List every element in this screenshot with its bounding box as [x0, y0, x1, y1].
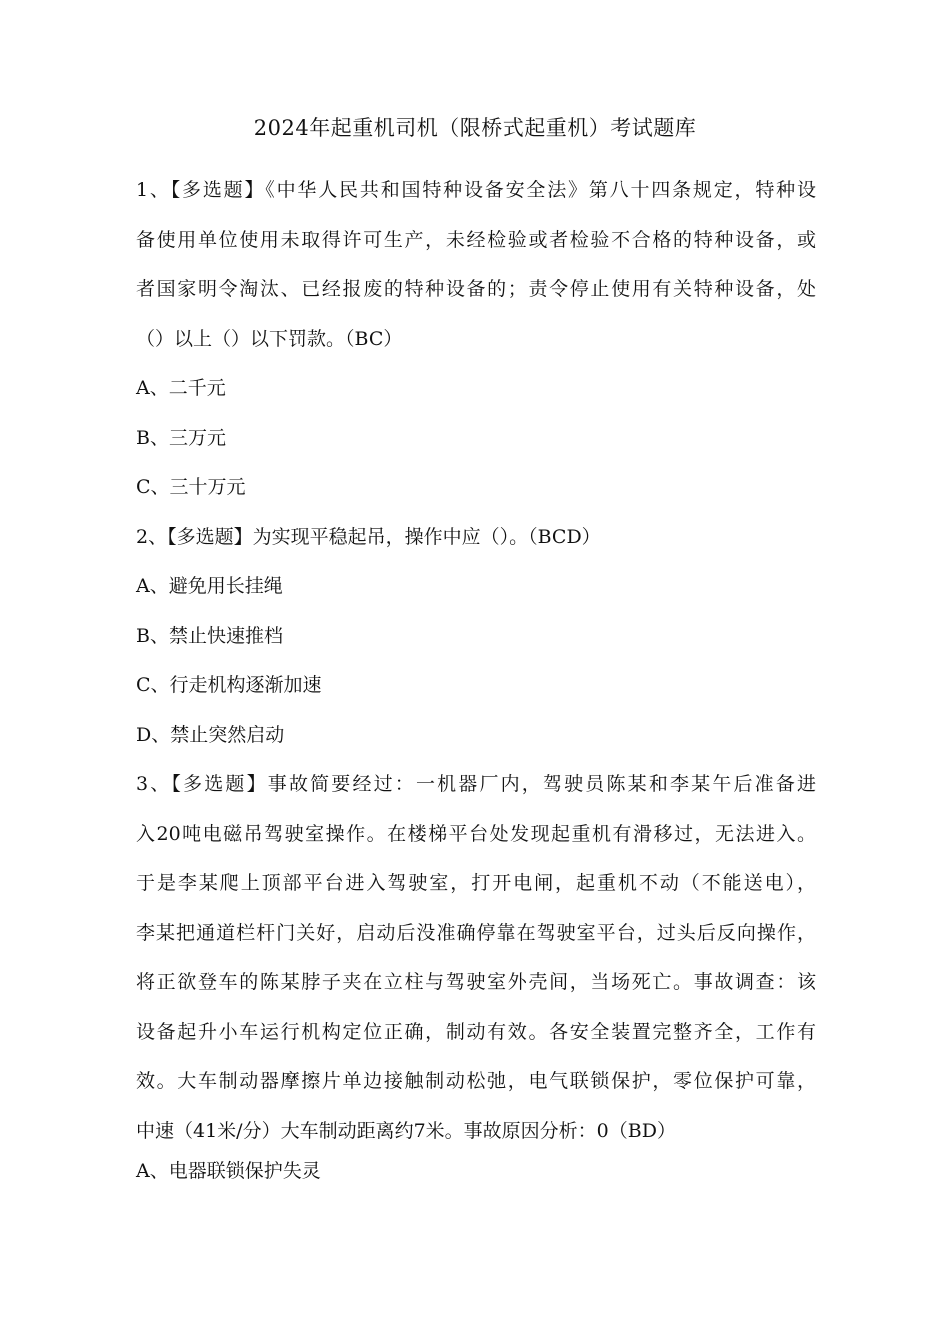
question-1-line: 1、【多选题】《中华人民共和国特种设备安全法》第八十四条规定，特种设 [136, 179, 816, 201]
document-body [136, 166, 816, 1186]
question-2-option-a: A、避免用长挂绳 [136, 575, 283, 597]
question-2-option-c: C、行走机构逐渐加速 [136, 674, 322, 696]
question-1-text [136, 166, 816, 364]
question-2-text [136, 513, 816, 563]
question-1-line: 者国家明令淘汰、已经报废的特种设备的；责令停止使用有关特种设备，处 [136, 278, 816, 300]
question-2-option-d: D、禁止突然启动 [136, 723, 285, 746]
question-3-line: 入20吨电磁吊驾驶室操作。在楼梯平台处发现起重机有滑移过，无法进入。 [136, 822, 816, 845]
question-3-line: 李某把通道栏杆门关好，启动后没准确停靠在驾驶室平台，过头后反向操作， [136, 921, 816, 944]
question-3-line: 设备起升小车运行机构定位正确，制动有效。各安全装置完整齐全，工作有 [136, 1020, 816, 1043]
question-1-line: （）以上（）以下罚款。（BC） [136, 327, 403, 350]
question-3-line: 于是李某爬上顶部平台进入驾驶室，打开电闸，起重机不动（不能送电）， [136, 872, 816, 894]
question-3-line: 中速（41米/分）大车制动距离约7米。事故原因分析：0（BD） [136, 1119, 676, 1142]
question-2-line: 2、【多选题】为实现平稳起吊，操作中应（）。（BCD） [136, 525, 601, 548]
question-1-option-c: C、三十万元 [136, 476, 246, 498]
question-3-line: 效。大车制动器摩擦片单边接触制动松弛，电气联锁保护，零位保护可靠， [136, 1070, 816, 1092]
question-1-line: 备使用单位使用未取得许可生产，未经检验或者检验不合格的特种设备，或 [136, 228, 816, 251]
question-3-text [136, 760, 816, 1156]
question-3-option-a: A、电器联锁保护失灵 [136, 1160, 321, 1182]
question-3-line: 将正欲登车的陈某脖子夹在立柱与驾驶室外壳间，当场死亡。事故调查：该 [136, 971, 816, 993]
question-2-option-b: B、禁止快速推档 [136, 624, 283, 647]
question-1-option-b: B、三万元 [136, 426, 226, 449]
question-3-line: 3、【多选题】事故简要经过：一机器厂内，驾驶员陈某和李某午后准备进 [136, 773, 816, 795]
question-1-option-a: A、二千元 [136, 377, 226, 399]
document-title: 2024年起重机司机（限桥式起重机）考试题库 [253, 116, 697, 140]
